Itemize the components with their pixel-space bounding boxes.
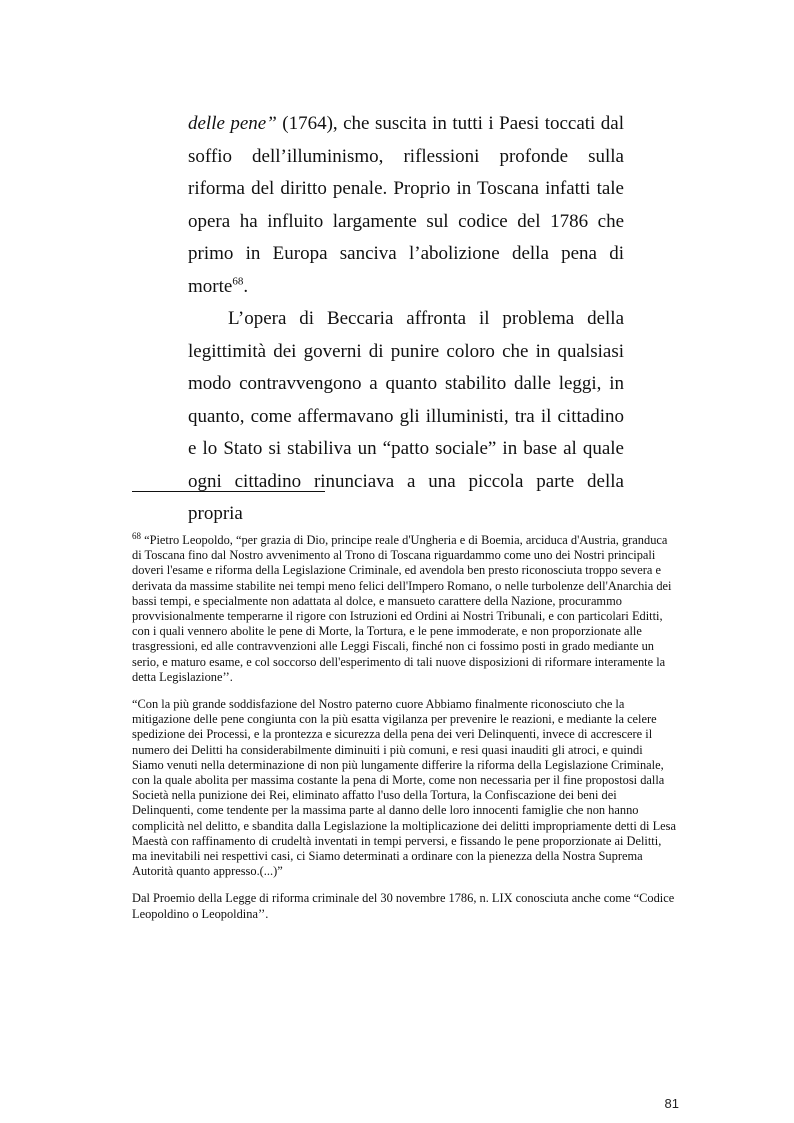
page-number: 81 [664,1096,679,1111]
body-paragraph-1 [188,108,624,303]
footnote-block [132,530,676,922]
italic-title-fragment: delle pene” [188,113,277,134]
body-text [188,108,624,531]
footnote-quote-1 [132,530,676,685]
footnote-separator [132,491,325,492]
footnote-reference[interactable]: 68 [232,275,244,288]
paragraph-1-tail: . [243,275,249,297]
footnote-number: 68 [132,530,141,541]
footnote-quote-1-text: “Pietro Leopoldo, “per grazia di Dio, principe reale d'Ungheria e di Boemia, arciduca d'Austria, granduca di Toscana fino dal Nostro avvenimento al Trono di Toscana riguardammo come uno dei Nostri principali doveri l'esame e riforma della Legislazione Criminale, ed avendola ben presto riconosciuta troppo severa e derivata da massime stabilite nei tempi meno felici dell'Impero Romano, o nelle turbolenze dell'Anarchia dei bassi tempi, e specialmente non adattata al dolce, e mansueto carattere della Nazione, procurammo provvisionalmente temperarne il rigore con Istruzioni ed Ordini ai Nostri Tribunali, e con particolari Editti, con i quali vennero abolite le pene di Morte, la Tortura, e le pene immoderate, e non proporzionate alle trasgressioni, ed alle contravvenzioni alle Leggi Fiscali, finché non ci fossimo posti in grado mediante un serio, e maturo esame, e col soccorso dell'esperimento di tali nuove disposizioni di riformare interamente la detta Legislazione’’. [132,533,672,684]
footnote-source: Dal Proemio della Legge di riforma criminale del 30 novembre 1786, n. LIX conosciuta anche come “Codice Leopoldino o Leopoldina’’. [132,891,675,921]
footnote-quote-2: “Con la più grande soddisfazione del Nostro paterno cuore Abbiamo finalmente riconosciuto che la mitigazione delle pene congiunta con la più esatta vigilanza per prevenire le reazioni, e mediante la celere spedizione dei Processi, e la prontezza e sicurezza della pena dei veri Delinquenti, invece di accrescere il numero dei Delitti ha considerabilmente diminuiti i più comuni, e resi quasi inauditi gli atroci, e quindi Siamo venuti nella determinazione di non più lungamente differire la riforma della Legislazione Criminale, con la quale abolita per massima costante la pena di Morte, come non necessaria per il fine propostosi dalla Società nella punizione dei Rei, eliminato affatto l'uso della Tortura, la Confiscazione dei beni dei Delinquenti, come tendente per la massima parte al danno delle loro innocenti famiglie che non hanno complicità nel delitto, e sbandita dalla Legislazione la moltiplicazione dei delitti impropriamente detti di Lesa Maestà con raffinamento di crudeltà inventati in tempi perversi, e fissando le pene proporzionate ai Delitti, ma inevitabili nei respettivi casi, ci Siamo determinati a ordinare con la pienezza della Nostra Suprema Autorità quanto appresso.(...)” [132,697,676,879]
paragraph-1-text: (1764), che suscita in tutti i Paesi toccati dal soffio dell’illuminismo, riflessioni profonde sulla riforma del diritto penale. Proprio in Toscana infatti tale opera ha influito largamente sul codice del 1786 che primo in Europa sanciva l’abolizione della pena di morte [188,113,624,297]
body-paragraph-2: L’opera di Beccaria affronta il problema della legittimità dei governi di punire coloro che in qualsiasi modo contravvengono a quanto stabilito dalle leggi, in quanto, come affermavano gli illuministi, tra il cittadino e lo Stato si stabiliva un “patto sociale” in base al quale ogni cittadino rinunciava a una piccola parte della propria [188,308,624,524]
